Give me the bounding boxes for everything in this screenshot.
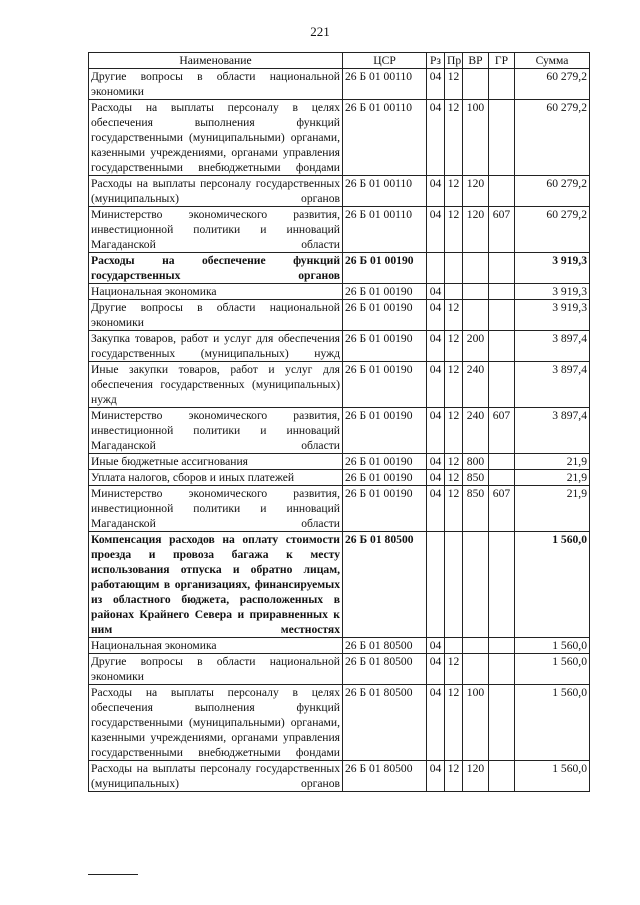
- row-sum: 60 279,2: [515, 176, 590, 207]
- row-name: Закупка товаров, работ и услуг для обеспечения государственных (муниципальных) нужд: [89, 331, 343, 362]
- row-pr: [445, 253, 463, 284]
- row-gr: [489, 685, 515, 761]
- row-pr: 12: [445, 362, 463, 408]
- row-rz: 04: [427, 470, 445, 486]
- row-csr: 26 Б 01 00190: [343, 253, 427, 284]
- row-gr: [489, 638, 515, 654]
- row-pr: 12: [445, 761, 463, 792]
- table-row: [89, 638, 590, 654]
- row-csr: 26 Б 01 80500: [343, 654, 427, 685]
- row-sum: 1 560,0: [515, 685, 590, 761]
- row-rz: 04: [427, 207, 445, 253]
- row-csr: 26 Б 01 00190: [343, 331, 427, 362]
- table-row: [89, 176, 590, 207]
- table-row: [89, 69, 590, 100]
- row-vr: 200: [463, 331, 489, 362]
- row-name: Расходы на выплаты персоналу в целях обеспечения выполнения функций государственными (муниципальными) органами, казенными учреждениями, органами управления государственными внебюджетными фондами: [89, 685, 343, 761]
- row-pr: 12: [445, 470, 463, 486]
- row-name: Другие вопросы в области национальной экономики: [89, 69, 343, 100]
- header-csr: ЦСР: [343, 53, 427, 69]
- row-gr: [489, 654, 515, 685]
- row-vr: 120: [463, 761, 489, 792]
- row-gr: 607: [489, 207, 515, 253]
- row-name: Национальная экономика: [89, 638, 343, 654]
- budget-table: [88, 52, 590, 792]
- table-body: [89, 69, 590, 792]
- row-name: Национальная экономика: [89, 284, 343, 300]
- row-pr: 12: [445, 69, 463, 100]
- row-name: Министерство экономического развития, инвестиционной политики и инноваций Магаданской области: [89, 207, 343, 253]
- row-sum: 3 919,3: [515, 253, 590, 284]
- page-number: 221: [310, 24, 330, 39]
- row-sum: 60 279,2: [515, 69, 590, 100]
- row-name: Министерство экономического развития, инвестиционной политики и инноваций Магаданской области: [89, 408, 343, 454]
- row-sum: 3 897,4: [515, 362, 590, 408]
- row-gr: [489, 761, 515, 792]
- row-rz: 04: [427, 69, 445, 100]
- row-csr: 26 Б 01 00190: [343, 454, 427, 470]
- row-vr: [463, 654, 489, 685]
- row-sum: 60 279,2: [515, 207, 590, 253]
- table-row: [89, 207, 590, 253]
- row-sum: 3 897,4: [515, 331, 590, 362]
- row-csr: 26 Б 01 80500: [343, 685, 427, 761]
- row-gr: [489, 284, 515, 300]
- row-sum: 21,9: [515, 454, 590, 470]
- row-name: Компенсация расходов на оплату стоимости проезда и провоза багажа к месту использования отпуска и обратно лицам, работающим в организациях, финансируемых из областного бюджета, расположенных в районах Крайнего Севера и приравненных к ним местностях: [89, 532, 343, 638]
- row-csr: 26 Б 01 80500: [343, 532, 427, 638]
- row-pr: 12: [445, 331, 463, 362]
- row-pr: [445, 532, 463, 638]
- table-row: [89, 470, 590, 486]
- row-sum: 1 560,0: [515, 638, 590, 654]
- row-rz: 04: [427, 331, 445, 362]
- row-csr: 26 Б 01 00190: [343, 362, 427, 408]
- row-csr: 26 Б 01 00190: [343, 284, 427, 300]
- row-vr: 850: [463, 470, 489, 486]
- row-gr: [489, 253, 515, 284]
- table-row: [89, 654, 590, 685]
- row-name: Расходы на обеспечение функций государственных органов: [89, 253, 343, 284]
- row-gr: [489, 470, 515, 486]
- row-sum: 1 560,0: [515, 654, 590, 685]
- table-row: [89, 362, 590, 408]
- footnote-rule: [88, 874, 138, 875]
- row-rz: 04: [427, 408, 445, 454]
- row-csr: 26 Б 01 80500: [343, 761, 427, 792]
- row-csr: 26 Б 01 00190: [343, 470, 427, 486]
- row-vr: [463, 300, 489, 331]
- row-name: Министерство экономического развития, инвестиционной политики и инноваций Магаданской области: [89, 486, 343, 532]
- row-sum: 3 919,3: [515, 284, 590, 300]
- row-rz: 04: [427, 654, 445, 685]
- row-gr: [489, 69, 515, 100]
- row-gr: [489, 331, 515, 362]
- row-csr: 26 Б 01 80500: [343, 638, 427, 654]
- row-sum: 21,9: [515, 470, 590, 486]
- table-row: [89, 532, 590, 638]
- row-vr: [463, 253, 489, 284]
- row-gr: [489, 176, 515, 207]
- row-vr: 850: [463, 486, 489, 532]
- row-rz: [427, 532, 445, 638]
- row-vr: 120: [463, 207, 489, 253]
- table-header-row: [89, 53, 590, 69]
- row-vr: [463, 532, 489, 638]
- row-pr: 12: [445, 176, 463, 207]
- row-vr: 100: [463, 685, 489, 761]
- row-sum: 60 279,2: [515, 100, 590, 176]
- row-name: Расходы на выплаты персоналу в целях обеспечения выполнения функций государственными (муниципальными) органами, казенными учреждениями, органами управления государственными внебюджетными фондами: [89, 100, 343, 176]
- row-csr: 26 Б 01 00190: [343, 300, 427, 331]
- table-row: [89, 284, 590, 300]
- row-rz: 04: [427, 284, 445, 300]
- row-sum: 1 560,0: [515, 532, 590, 638]
- row-gr: [489, 100, 515, 176]
- row-rz: 04: [427, 685, 445, 761]
- row-vr: 240: [463, 408, 489, 454]
- header-vr: ВР: [463, 53, 489, 69]
- table-row: [89, 486, 590, 532]
- table-row: [89, 685, 590, 761]
- row-gr: 607: [489, 408, 515, 454]
- row-vr: [463, 69, 489, 100]
- table-row: [89, 300, 590, 331]
- row-vr: 120: [463, 176, 489, 207]
- row-rz: 04: [427, 300, 445, 331]
- row-rz: 04: [427, 362, 445, 408]
- row-vr: [463, 284, 489, 300]
- row-name: Иные бюджетные ассигнования: [89, 454, 343, 470]
- table-row: [89, 761, 590, 792]
- row-sum: 1 560,0: [515, 761, 590, 792]
- row-pr: [445, 638, 463, 654]
- row-gr: [489, 300, 515, 331]
- row-csr: 26 Б 01 00110: [343, 176, 427, 207]
- header-sum: Сумма: [515, 53, 590, 69]
- row-rz: 04: [427, 100, 445, 176]
- row-name: Расходы на выплаты персоналу государственных (муниципальных) органов: [89, 176, 343, 207]
- row-vr: [463, 638, 489, 654]
- table-row: [89, 454, 590, 470]
- row-pr: 12: [445, 408, 463, 454]
- row-pr: 12: [445, 685, 463, 761]
- row-gr: [489, 454, 515, 470]
- row-sum: 3 897,4: [515, 408, 590, 454]
- row-rz: 04: [427, 454, 445, 470]
- row-name: Другие вопросы в области национальной экономики: [89, 300, 343, 331]
- row-pr: 12: [445, 654, 463, 685]
- header-name: Наименование: [89, 53, 343, 69]
- row-csr: 26 Б 01 00110: [343, 207, 427, 253]
- header-rz: Рз: [427, 53, 445, 69]
- table-row: [89, 408, 590, 454]
- row-gr: [489, 532, 515, 638]
- row-csr: 26 Б 01 00110: [343, 100, 427, 176]
- row-name: Иные закупки товаров, работ и услуг для обеспечения государственных (муниципальных) нужд: [89, 362, 343, 408]
- row-pr: 12: [445, 300, 463, 331]
- row-name: Другие вопросы в области национальной экономики: [89, 654, 343, 685]
- row-csr: 26 Б 01 00110: [343, 69, 427, 100]
- table-row: [89, 100, 590, 176]
- row-pr: 12: [445, 454, 463, 470]
- row-rz: 04: [427, 638, 445, 654]
- row-rz: [427, 253, 445, 284]
- row-vr: 800: [463, 454, 489, 470]
- header-gr: ГР: [489, 53, 515, 69]
- row-pr: [445, 284, 463, 300]
- row-sum: 3 919,3: [515, 300, 590, 331]
- table-row: [89, 253, 590, 284]
- row-pr: 12: [445, 486, 463, 532]
- row-gr: 607: [489, 486, 515, 532]
- row-csr: 26 Б 01 00190: [343, 408, 427, 454]
- row-name: Уплата налогов, сборов и иных платежей: [89, 470, 343, 486]
- header-pr: Пр: [445, 53, 463, 69]
- row-pr: 12: [445, 100, 463, 176]
- row-rz: 04: [427, 486, 445, 532]
- row-csr: 26 Б 01 00190: [343, 486, 427, 532]
- row-vr: 100: [463, 100, 489, 176]
- row-gr: [489, 362, 515, 408]
- row-rz: 04: [427, 176, 445, 207]
- row-rz: 04: [427, 761, 445, 792]
- row-vr: 240: [463, 362, 489, 408]
- row-name: Расходы на выплаты персоналу государственных (муниципальных) органов: [89, 761, 343, 792]
- table-row: [89, 331, 590, 362]
- row-sum: 21,9: [515, 486, 590, 532]
- row-pr: 12: [445, 207, 463, 253]
